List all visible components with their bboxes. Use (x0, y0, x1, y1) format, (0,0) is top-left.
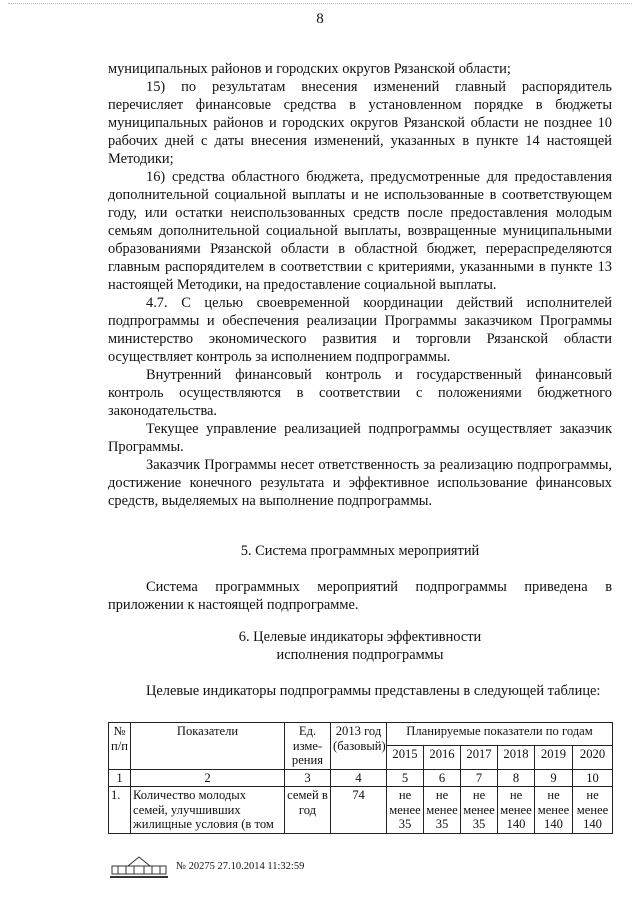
paragraph: 4.7. С целью своевременной координации действий исполнителей подпрограммы и обеспечения реализации Программы заказчиком Программы министерство экономического развития и торговли Рязанской области осуществляет контроль за исполнением подпрограммы. (108, 295, 612, 365)
row-value: не менее 140 (498, 787, 535, 834)
year-cell: 2016 (424, 746, 461, 769)
row-value: не менее 35 (461, 787, 498, 834)
section-6 (108, 628, 612, 700)
row-value: не менее 140 (573, 787, 613, 834)
section-heading: исполнения подпрограммы (276, 647, 444, 663)
table-row (109, 787, 613, 834)
index-cell: 8 (498, 769, 535, 787)
index-cell: 3 (285, 769, 331, 787)
registration-stamp: № 20275 27.10.2014 11:32:59 (176, 860, 305, 872)
paragraph: Система программных мероприятий подпрограммы приведена в приложении к настоящей подпрограмме. (108, 579, 612, 613)
row-value: не менее 35 (387, 787, 424, 834)
col-base: 2013 год (базовый) (331, 723, 387, 770)
year-cell: 2020 (573, 746, 613, 769)
row-value: не менее 140 (535, 787, 573, 834)
row-value: не менее 35 (424, 787, 461, 834)
index-cell: 4 (331, 769, 387, 787)
table-index-row (109, 769, 613, 787)
row-num: 1. (109, 787, 131, 834)
year-cell: 2015 (387, 746, 424, 769)
indicators-table-wrap (108, 722, 612, 834)
table-header-row (109, 723, 613, 746)
indicators-table (108, 722, 613, 834)
index-cell: 5 (387, 769, 424, 787)
paragraph: муниципальных районов и городских округов Рязанской области; (108, 61, 511, 77)
index-cell: 2 (131, 769, 285, 787)
col-indicators: Показатели (131, 723, 285, 770)
paragraph: Целевые индикаторы подпрограммы представлены в следующей таблице: (146, 683, 601, 699)
scan-noise (8, 3, 632, 8)
paragraph: Текущее управление реализацией подпрограммы осуществляет заказчик Программы. (108, 421, 612, 455)
index-cell: 7 (461, 769, 498, 787)
paragraph: 16) средства областного бюджета, предусмотренные для предоставления дополнительной социальной выплаты и не использованные в соответствующем году, или остатки неиспользованных средств после предоставления молодым семьям дополнительной социальной выплаты, возвращенные муниципальными образованиями Рязанской области в областной бюджет, перераспределяются главным распорядителем в соответствии с критериями, указанными в пункте 13 настоящей Методики, на предоставление социальной выплаты. (108, 169, 612, 293)
year-cell: 2018 (498, 746, 535, 769)
row-indicator: Количество молодых семей, улучшивших жилищные условия (в том (131, 787, 285, 834)
index-cell: 9 (535, 769, 573, 787)
registry-logo-icon (108, 852, 170, 880)
body-text (108, 60, 612, 510)
col-planned: Планируемые показатели по годам (387, 723, 613, 746)
section-5 (108, 542, 612, 614)
paragraph: Внутренний финансовый контроль и государственный финансовый контроль осуществляются в соответствии с положениями бюджетного законодательства. (108, 367, 612, 419)
index-cell: 6 (424, 769, 461, 787)
row-base: 74 (331, 787, 387, 834)
year-cell: 2017 (461, 746, 498, 769)
year-cell: 2019 (535, 746, 573, 769)
page-number: 8 (316, 11, 324, 27)
col-unit: Ед. изме-рения (285, 723, 331, 770)
col-num: № п/п (109, 723, 131, 770)
row-unit: семей в год (285, 787, 331, 834)
index-cell: 10 (573, 769, 613, 787)
section-heading: 6. Целевые индикаторы эффективности (238, 629, 482, 645)
paragraph: 15) по результатам внесения изменений главный распорядитель перечисляет финансовые средства в установленном порядке в бюджеты муниципальных районов и городских округов Рязанской области не позднее 10 рабочих дней с даты внесения изменений, указанных в пункте 14 настоящей Методики; (108, 79, 612, 167)
footer (108, 852, 304, 880)
index-cell: 1 (109, 769, 131, 787)
section-heading: 5. Система программных мероприятий (240, 543, 480, 559)
paragraph: Заказчик Программы несет ответственность за реализацию подпрограммы, достижение конечного результата и эффективное использование финансовых средств, выделяемых на выполнение подпрограммы. (108, 457, 612, 509)
